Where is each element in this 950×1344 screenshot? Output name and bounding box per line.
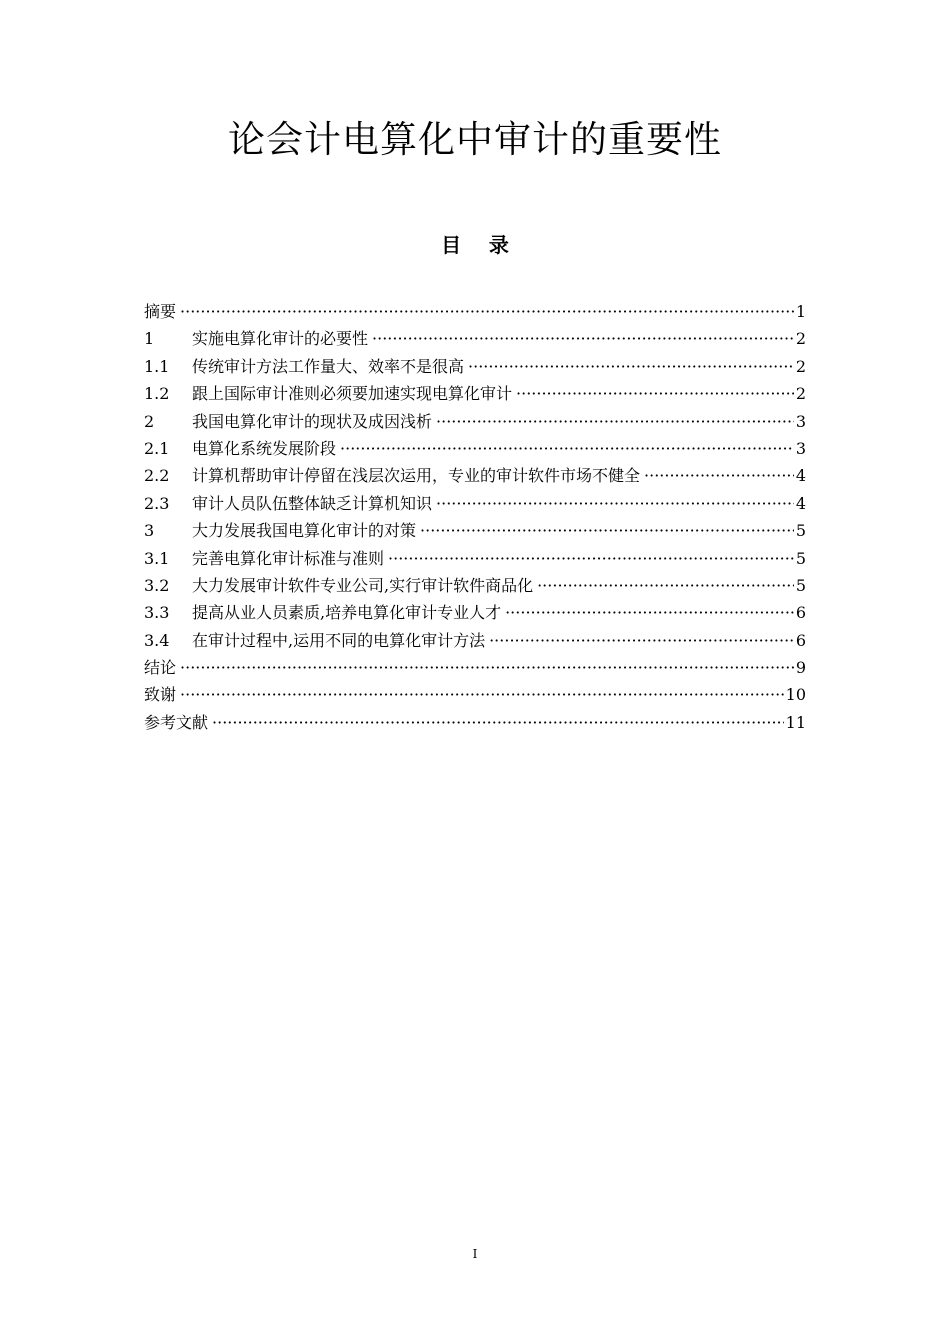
toc-entry-page: 2 <box>795 356 806 376</box>
toc-leader-dots <box>537 572 794 599</box>
toc-entry-label: 参考文献 <box>144 712 209 732</box>
toc-entry-label: 计算机帮助审计停留在浅层次运用，专业的审计软件市场不健全 <box>192 466 641 486</box>
toc-entry <box>144 572 806 599</box>
toc-entry-number: 1.1 <box>144 356 170 376</box>
toc-entry-label: 实施电算化审计的必要性 <box>192 329 369 349</box>
toc-entry <box>144 325 806 352</box>
toc-entry-label: 摘要 <box>144 302 177 321</box>
toc-leader-dots <box>516 380 794 407</box>
toc-entry-label: 我国电算化审计的现状及成因浅析 <box>192 411 433 431</box>
toc-entry-page: 2 <box>795 329 806 349</box>
toc-leader-dots <box>340 435 794 462</box>
toc-leader-dots <box>420 517 794 544</box>
toc-entry-number: 3.2 <box>144 575 170 595</box>
toc-entry <box>144 380 806 407</box>
toc-entry-number: 3.4 <box>144 630 170 650</box>
toc-entry-number: 3 <box>144 521 155 541</box>
toc-entry-number: 1.2 <box>144 384 170 404</box>
page-number-footer: I <box>472 1247 478 1261</box>
toc-leader-dots <box>388 545 794 572</box>
document-title: 论会计电算化中审计的重要性 <box>228 118 722 161</box>
toc-entry-number: 2 <box>144 411 155 431</box>
toc-entry-label: 电算化系统发展阶段 <box>192 438 337 458</box>
toc-entry-page: 3 <box>795 411 806 431</box>
toc-leader-dots <box>489 627 794 654</box>
toc-entry-page: 4 <box>795 493 806 513</box>
toc-leader-dots <box>468 353 794 380</box>
toc-entry-page: 9 <box>795 658 806 678</box>
toc-entry-number: 3.3 <box>144 603 170 623</box>
toc-entry-number: 2.1 <box>144 438 170 458</box>
toc-entry-label: 致谢 <box>144 685 177 705</box>
toc-entry-label: 传统审计方法工作量大、效率不是很高 <box>192 356 465 376</box>
toc-leader-dots <box>212 709 784 736</box>
toc-entry <box>144 709 806 736</box>
toc-leader-dots <box>436 408 794 435</box>
toc-entry-page: 4 <box>795 466 806 486</box>
toc-entry-page: 6 <box>795 603 806 623</box>
toc-entry-number: 3.1 <box>144 548 170 568</box>
toc-entry-number: 2.3 <box>144 493 170 513</box>
toc-entry-label: 大力发展我国电算化审计的对策 <box>192 521 417 541</box>
toc-entry-page: 11 <box>785 712 806 732</box>
toc-entry <box>144 654 806 681</box>
toc-leader-dots <box>180 681 784 708</box>
toc-entry <box>144 490 806 517</box>
toc-entry-page: 6 <box>795 630 806 650</box>
toc-leader-dots <box>505 599 794 626</box>
toc-entry-label: 大力发展审计软件专业公司,实行审计软件商品化 <box>192 575 534 595</box>
toc-leader-dots <box>180 654 794 681</box>
toc-entry <box>144 353 806 380</box>
toc-entry-page: 5 <box>795 521 806 541</box>
toc-entry-page: 5 <box>795 548 806 568</box>
toc-entry-page: 10 <box>785 685 806 705</box>
toc-leader-dots <box>372 325 794 352</box>
toc-entry <box>144 627 806 654</box>
toc-leader-dots <box>180 298 794 325</box>
toc-entry <box>144 681 806 708</box>
toc-entry-label: 在审计过程中,运用不同的电算化审计方法 <box>192 630 486 650</box>
toc-entry-label: 提高从业人员素质,培养电算化审计专业人才 <box>192 603 502 623</box>
toc-entry-page: 3 <box>795 438 806 458</box>
toc-leader-dots <box>644 462 794 489</box>
toc-entry <box>144 298 806 325</box>
toc-entry-number: 1 <box>144 329 155 349</box>
toc-entry-page: 5 <box>795 575 806 595</box>
table-of-contents <box>144 298 806 736</box>
toc-entry <box>144 517 806 544</box>
toc-entry-page: 1 <box>795 302 806 321</box>
toc-entry-page: 2 <box>795 384 806 404</box>
toc-heading: 目 录 <box>441 233 509 257</box>
toc-entry <box>144 545 806 572</box>
toc-entry-label: 审计人员队伍整体缺乏计算机知识 <box>192 493 433 513</box>
toc-entry <box>144 435 806 462</box>
toc-entry <box>144 599 806 626</box>
toc-entry-label: 结论 <box>144 658 177 678</box>
toc-entry <box>144 462 806 489</box>
toc-leader-dots <box>436 490 794 517</box>
toc-entry-label: 跟上国际审计准则必须要加速实现电算化审计 <box>192 384 513 404</box>
toc-entry-label: 完善电算化审计标准与准则 <box>192 548 385 568</box>
toc-entry <box>144 408 806 435</box>
toc-entry-number: 2.2 <box>144 466 170 486</box>
